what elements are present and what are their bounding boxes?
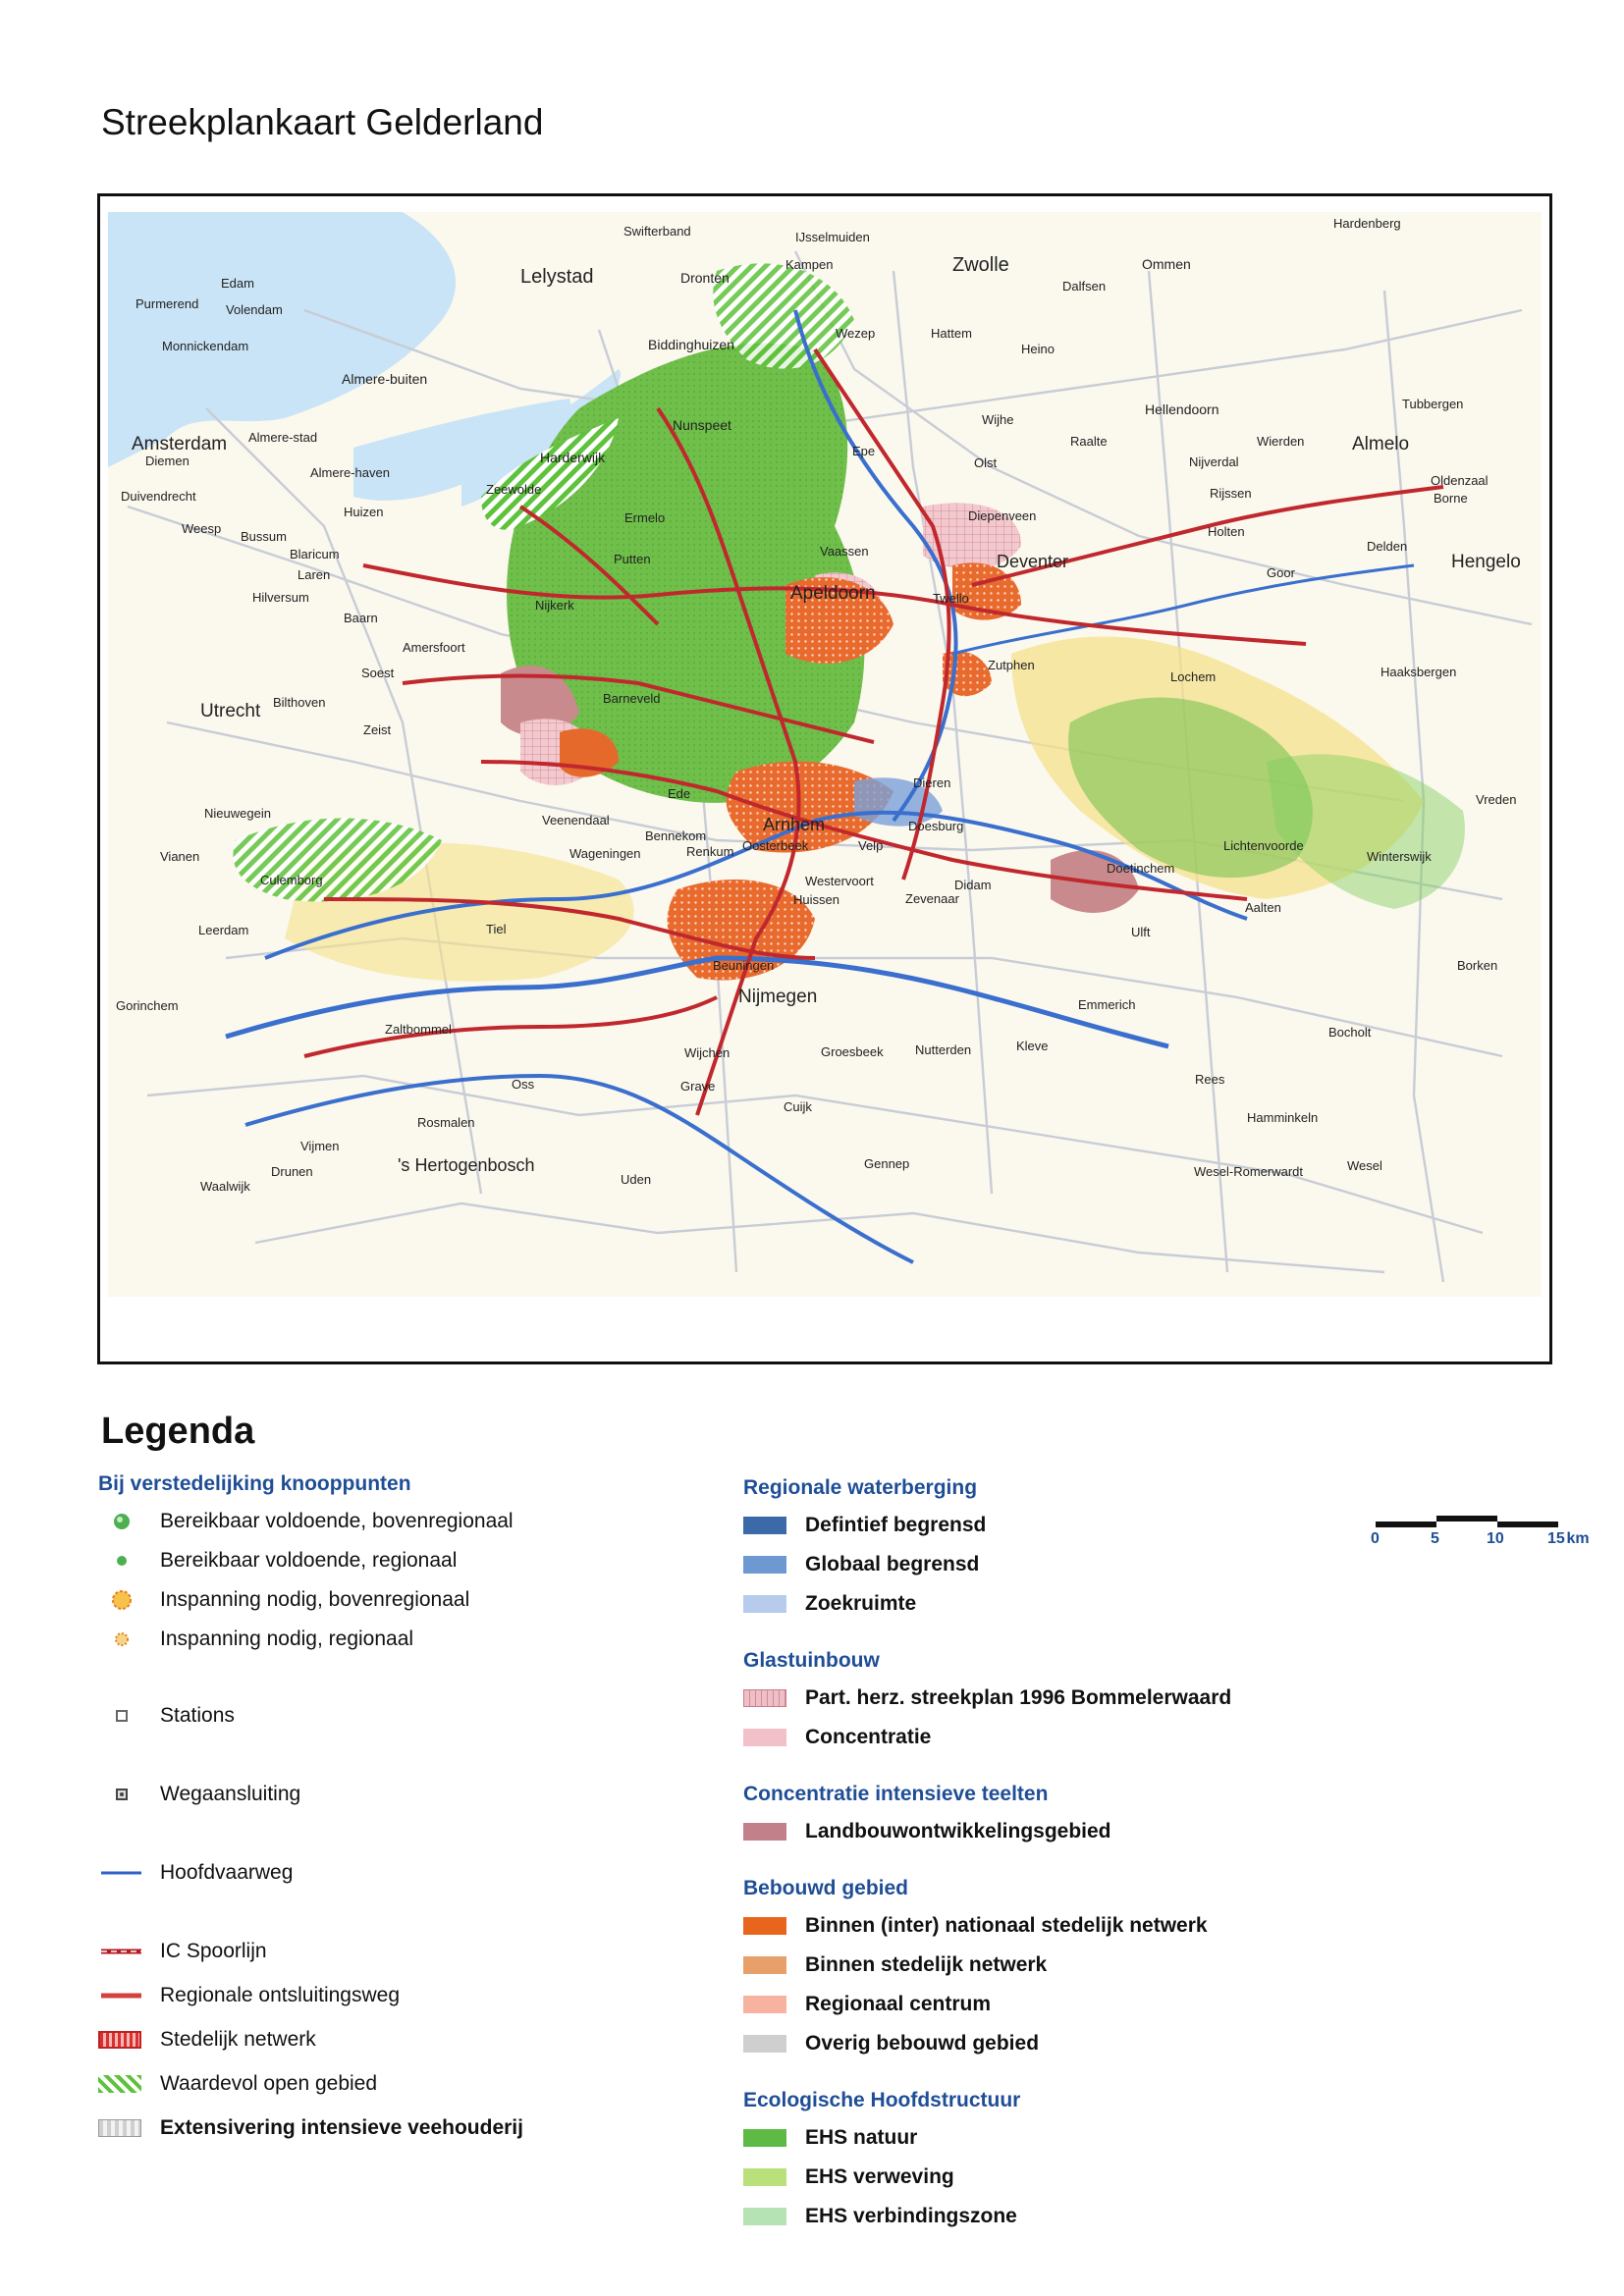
scale-segment <box>1436 1516 1497 1522</box>
place-label: Renkum <box>686 844 734 859</box>
place-label: Lelystad <box>520 266 594 288</box>
legend-swatch <box>743 1956 786 1974</box>
place-label: Dalfsen <box>1062 279 1107 294</box>
place-label: Waalwijk <box>200 1179 250 1194</box>
station-square-icon <box>98 1696 137 1735</box>
legend-item <box>743 1545 1431 1584</box>
legend-item <box>743 1946 1431 1985</box>
place-label: Hattem <box>931 326 972 341</box>
place-label: Ulft <box>1131 925 1151 939</box>
legend-item <box>743 1506 1431 1545</box>
place-label: Veenendaal <box>542 813 610 828</box>
place-label: Culemborg <box>260 873 323 887</box>
legend-heading: Bij verstedelijking knooppunten <box>98 1472 411 1495</box>
place-label: Hilversum <box>252 590 309 605</box>
place-label: Amsterdam <box>132 434 228 454</box>
legend-label: Binnen stedelijk netwerk <box>805 1953 1048 1976</box>
place-label: Ommen <box>1142 256 1191 272</box>
legend-item <box>98 1502 707 1541</box>
legend-label: Globaal begrensd <box>805 1553 980 1575</box>
legend-label: Part. herz. streekplan 1996 Bommelerwaard <box>805 1686 1232 1709</box>
place-label: Bocholt <box>1328 1025 1372 1040</box>
legend-heading: Concentratie intensieve teelten <box>743 1783 1049 1805</box>
place-label: IJsselmuiden <box>795 230 870 244</box>
place-label: Drunen <box>271 1164 313 1179</box>
place-label: Haaksbergen <box>1380 665 1457 679</box>
place-label: Almere-stad <box>248 430 318 445</box>
place-label: Cuijk <box>784 1099 812 1114</box>
legend-label: EHS verweving <box>805 2165 954 2188</box>
place-label: Olst <box>974 455 998 470</box>
orange-dot-small-icon <box>98 1620 137 1659</box>
legend-item <box>98 2064 707 2104</box>
place-label: Bussum <box>241 529 287 544</box>
legend-label: EHS verbindingszone <box>805 2205 1017 2227</box>
place-label: Vianen <box>160 849 200 864</box>
place-label: Holten <box>1208 524 1245 539</box>
place-label: Dronten <box>680 270 730 286</box>
place-label: Twello <box>933 591 969 606</box>
place-label: Blaricum <box>290 547 340 561</box>
legend-label: Overig bebouwd gebied <box>805 2032 1040 2055</box>
place-label: Almelo <box>1352 434 1410 454</box>
urban-network-swatch <box>98 2031 141 2049</box>
legend-label: Defintief begrensd <box>805 1514 987 1536</box>
place-label: Ermelo <box>624 510 666 525</box>
legend-item <box>98 1853 707 1893</box>
place-label: Grave <box>680 1079 716 1094</box>
place-label: Goor <box>1267 565 1295 580</box>
place-label: Apeldoorn <box>790 583 876 604</box>
legend-item <box>743 1584 1431 1624</box>
legend-item <box>98 1541 707 1580</box>
place-label: Hardenberg <box>1333 216 1401 231</box>
legend-item <box>98 1580 707 1620</box>
legend-swatch <box>743 2035 786 2053</box>
place-label: 's Hertogenbosch <box>398 1155 535 1175</box>
place-label: Rees <box>1195 1072 1225 1087</box>
place-label: Wezep <box>836 326 876 341</box>
legend-swatch <box>743 1517 786 1534</box>
place-label: Wierden <box>1257 434 1305 449</box>
legend-label: IC Spoorlijn <box>160 1940 267 1962</box>
regional-road-icon <box>98 1976 137 2015</box>
place-label: Heino <box>1021 342 1055 356</box>
place-label: Swifterband <box>623 224 691 239</box>
legend-item <box>98 1932 707 1971</box>
place-label: Borken <box>1457 958 1498 973</box>
legend-item <box>98 1696 707 1735</box>
place-label: Zeist <box>363 722 392 737</box>
place-label: Borne <box>1434 491 1468 506</box>
orange-dot-large-icon <box>98 1580 137 1620</box>
legend-label: Landbouwontwikkelingsgebied <box>805 1820 1111 1842</box>
place-label: Hengelo <box>1451 552 1521 572</box>
place-label: Amersfoort <box>403 640 465 655</box>
place-label: Gorinchem <box>116 998 179 1013</box>
place-label: Dieren <box>913 775 951 790</box>
scale-tick-label: 15 <box>1547 1530 1565 1547</box>
legend-heading: Ecologische Hoofdstructuur <box>743 2089 1021 2111</box>
legend-label: EHS natuur <box>805 2126 918 2149</box>
legend-heading: Regionale waterberging <box>743 1476 978 1499</box>
place-label: Volendam <box>226 302 283 317</box>
legend-label: Waardevol open gebied <box>160 2072 378 2095</box>
legend-item <box>743 1718 1431 1757</box>
place-label: Zaltbommel <box>385 1022 452 1037</box>
place-label: Edam <box>221 276 254 291</box>
place-label: Didam <box>954 878 992 892</box>
legend-label: Regionaal centrum <box>805 1993 992 2015</box>
legend-swatch <box>743 2208 786 2225</box>
legend-swatch <box>743 1917 786 1935</box>
legend-group-built-area <box>743 1877 1431 2063</box>
legend-item <box>743 1906 1431 1946</box>
place-label: Aalten <box>1245 900 1281 915</box>
place-label: Duivendrecht <box>121 489 196 504</box>
legend-group-water-storage <box>743 1476 1431 1624</box>
place-label: Groesbeek <box>821 1044 884 1059</box>
place-label: Uden <box>621 1172 652 1187</box>
legend-right <box>743 1476 1431 2262</box>
legend-left <box>98 1472 707 2148</box>
legend-item <box>98 1976 707 2015</box>
legend-swatch <box>743 2168 786 2186</box>
legend-item <box>743 1812 1431 1851</box>
legend-label: Hoofdvaarweg <box>160 1861 294 1884</box>
place-label: Huizen <box>344 505 384 519</box>
place-label: Huissen <box>793 892 839 907</box>
legend-label: Binnen (inter) nationaal stedelijk netwerk <box>805 1914 1208 1937</box>
place-label: Tubbergen <box>1402 397 1464 411</box>
place-label: Diemen <box>145 454 189 468</box>
place-label: Weesp <box>182 521 222 536</box>
place-label: Gennep <box>864 1156 910 1171</box>
place-label: Delden <box>1367 539 1408 554</box>
place-label: Velp <box>858 838 884 853</box>
place-label: Doesburg <box>908 819 964 833</box>
place-label: Wageningen <box>569 846 641 861</box>
place-label: Wijchen <box>684 1045 731 1060</box>
legend-label: Concentratie <box>805 1726 932 1748</box>
place-label: Bilthoven <box>273 695 326 710</box>
place-label: Vreden <box>1476 792 1517 807</box>
open-area-hatch-swatch <box>98 2075 141 2093</box>
legend-label: Bereikbaar voldoende, bovenregionaal <box>160 1510 514 1532</box>
place-label: Harderwijk <box>540 450 606 465</box>
place-label: Hamminkeln <box>1247 1110 1319 1125</box>
place-label: Beuningen <box>713 958 775 973</box>
place-label: Leerdam <box>198 923 249 937</box>
legend-item <box>743 2118 1431 2158</box>
place-label: Baarn <box>344 611 378 625</box>
place-label: Biddinghuizen <box>648 337 734 352</box>
scale-tick-label: 5 <box>1431 1530 1439 1547</box>
place-label: Oosterbeek <box>742 838 809 853</box>
place-label: Nutterden <box>915 1042 972 1057</box>
legend-item <box>98 2109 707 2148</box>
road-junction-icon <box>98 1775 137 1814</box>
place-label: Utrecht <box>200 701 261 721</box>
place-label: Monnickendam <box>162 339 249 353</box>
legend-item <box>743 1985 1431 2024</box>
legend-swatch <box>743 1595 786 1613</box>
place-label: Zevenaar <box>905 891 959 906</box>
place-label: Zwolle <box>952 254 1009 276</box>
place-label: Wesel <box>1347 1158 1382 1173</box>
place-label: Doetinchem <box>1107 861 1175 876</box>
legend-swatch <box>743 1556 786 1574</box>
legend-item <box>98 1775 707 1814</box>
legend-label: Stedelijk netwerk <box>160 2028 316 2051</box>
place-label: Nieuwegein <box>204 806 271 821</box>
legend-swatch <box>743 1689 786 1707</box>
legend-label: Zoekruimte <box>805 1592 917 1615</box>
place-label: Lichtenvoorde <box>1223 838 1304 853</box>
place-label: Almere-haven <box>310 465 390 480</box>
place-label: Soest <box>361 666 395 680</box>
legend-swatch <box>743 2129 786 2147</box>
place-label: Wesel-Romerwardt <box>1194 1164 1304 1179</box>
place-label: Vijmen <box>300 1139 340 1153</box>
legend-group-intensive-crops <box>743 1783 1431 1851</box>
legend-group-glasshouse <box>743 1649 1431 1757</box>
place-label: Laren <box>298 567 331 582</box>
rail-line-icon <box>98 1932 137 1971</box>
place-label: Wijhe <box>982 412 1014 427</box>
waterway-line-icon <box>98 1853 137 1893</box>
legend-label: Inspanning nodig, bovenregionaal <box>160 1588 470 1611</box>
place-label: Barneveld <box>603 691 661 706</box>
scale-tick-label: 0 <box>1371 1530 1380 1547</box>
place-label: Epe <box>852 444 876 458</box>
place-label: Raalte <box>1070 434 1108 449</box>
place-label: Ede <box>668 786 691 801</box>
place-label: Kleve <box>1016 1039 1049 1053</box>
scale-tick-label: 10 <box>1487 1530 1504 1547</box>
place-label: Tiel <box>486 922 507 936</box>
legend-swatch <box>743 1823 786 1841</box>
place-label: Kampen <box>785 257 834 272</box>
green-dot-small-icon <box>98 1541 137 1580</box>
scale-unit-label: km <box>1566 1530 1590 1547</box>
legend-item <box>98 2020 707 2059</box>
place-label: Oldenzaal <box>1431 473 1489 488</box>
place-label: Emmerich <box>1078 997 1136 1012</box>
place-label: Oss <box>512 1077 535 1092</box>
legend-label: Inspanning nodig, regionaal <box>160 1628 414 1650</box>
place-label: Winterswijk <box>1367 849 1432 864</box>
place-label: Rosmalen <box>417 1115 475 1130</box>
map-canvas[interactable] <box>108 212 1542 1297</box>
place-label: Zutphen <box>988 658 1035 672</box>
place-label: Purmerend <box>135 296 199 311</box>
legend-item <box>98 1620 707 1659</box>
legend-label: Stations <box>160 1704 235 1727</box>
legend-label: Wegaansluiting <box>160 1783 301 1805</box>
place-label: Bennekom <box>645 828 707 843</box>
place-label: Deventer <box>997 552 1069 571</box>
place-label: Nijmegen <box>738 987 818 1007</box>
legend-label: Regionale ontsluitingsweg <box>160 1984 400 2006</box>
legend-heading: Bebouwd gebied <box>743 1877 908 1899</box>
legend-item <box>743 2158 1431 2197</box>
place-label: Hellendoorn <box>1145 401 1219 417</box>
place-label: Arnhem <box>763 815 826 834</box>
place-label: Nijverdal <box>1189 454 1239 469</box>
green-dot-large-icon <box>98 1502 137 1541</box>
place-label: Nijkerk <box>535 598 574 613</box>
place-label: Lochem <box>1170 669 1217 684</box>
place-label: Rijssen <box>1210 486 1252 501</box>
place-label: Diepenveen <box>968 508 1037 523</box>
legend-swatch <box>743 1996 786 2013</box>
livestock-extensification-swatch <box>98 2119 141 2137</box>
legend-item <box>743 1679 1431 1718</box>
legend-item <box>743 2197 1431 2236</box>
scale-segment <box>1497 1522 1558 1527</box>
page-title: Streekplankaart Gelderland <box>101 102 544 142</box>
place-label: Almere-buiten <box>342 371 428 387</box>
legend-swatch <box>743 1729 786 1746</box>
legend-title: Legenda <box>101 1411 255 1452</box>
place-label: Westervoort <box>805 874 874 888</box>
legend-label: Extensivering intensieve veehouderij <box>160 2116 523 2139</box>
legend-group-ecological <box>743 2089 1431 2236</box>
place-label: Putten <box>614 552 651 566</box>
place-label: Zeewolde <box>486 482 542 497</box>
legend-label: Bereikbaar voldoende, regionaal <box>160 1549 458 1572</box>
legend-item <box>743 2024 1431 2063</box>
legend-heading: Glastuinbouw <box>743 1649 880 1672</box>
place-label: Nunspeet <box>673 417 731 433</box>
place-label: Vaassen <box>820 544 869 559</box>
